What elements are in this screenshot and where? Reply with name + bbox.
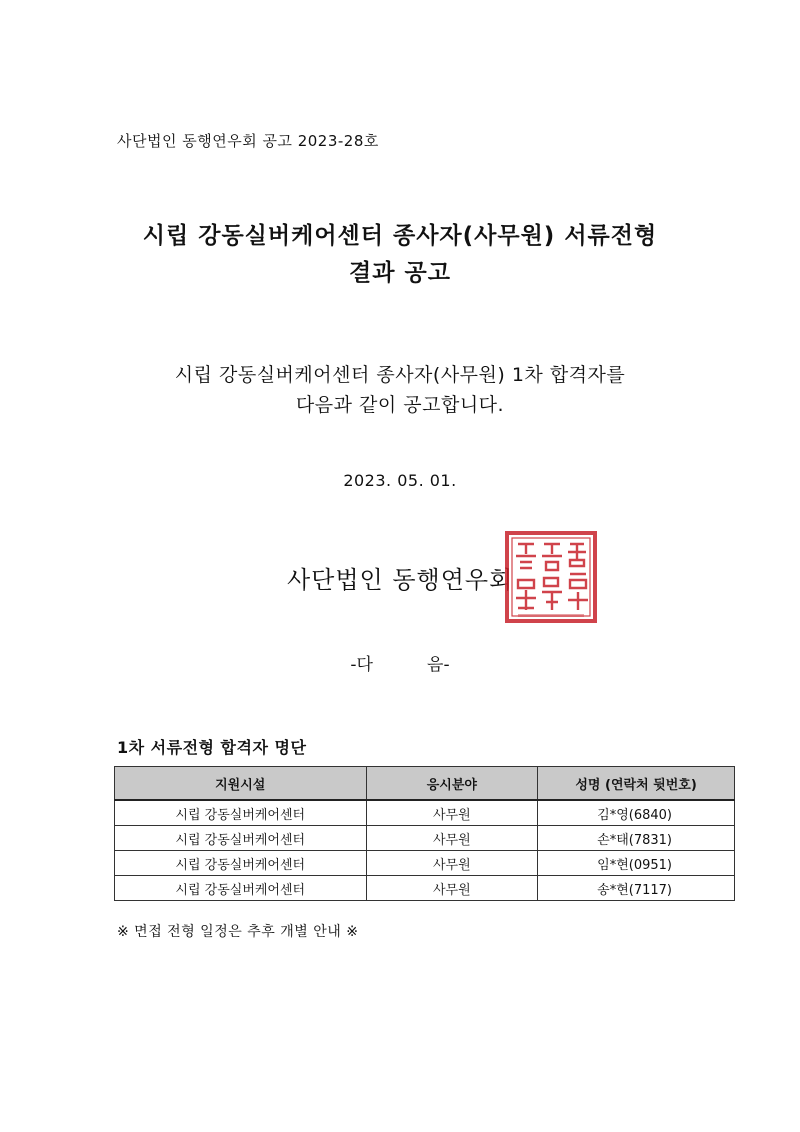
section-divider-label: -다 음- (350, 655, 450, 675)
column-header-name: 성명 (연락처 뒷번호) (538, 767, 735, 801)
title-line-2: 결과 공고 (349, 260, 451, 286)
cell-facility: 시립 강동실버케어센터 (115, 876, 367, 901)
table-row (115, 800, 735, 826)
cell-field: 사무원 (366, 826, 538, 851)
cell-field: 사무원 (366, 876, 538, 901)
cell-name: 임*현(0951) (538, 851, 735, 876)
table-row (115, 826, 735, 851)
cell-facility: 시립 강동실버케어센터 (115, 800, 367, 826)
table-row (115, 876, 735, 901)
cell-name: 김*영(6840) (538, 800, 735, 826)
notice-date: 2023. 05. 01. (343, 471, 457, 490)
cell-field: 사무원 (366, 851, 538, 876)
organization-name: 사단법인 동행연우회 (287, 566, 514, 594)
table-header-row (115, 767, 735, 801)
cell-field: 사무원 (366, 800, 538, 826)
page-title (0, 218, 800, 292)
title-line-1: 시립 강동실버케어센터 종사자(사무원) 서류전형 (142, 223, 658, 249)
cell-name: 손*태(7831) (538, 826, 735, 851)
list-heading: 1차 서류전형 합격자 명단 (117, 738, 307, 757)
table-row (115, 851, 735, 876)
cell-facility: 시립 강동실버케어센터 (115, 851, 367, 876)
official-seal-icon (504, 530, 598, 624)
interview-note: ※ 면접 전형 일정은 추후 개별 안내 ※ (117, 924, 359, 940)
intro-line-2: 다음과 같이 공고합니다. (295, 394, 505, 416)
intro-line-1: 시립 강동실버케어센터 종사자(사무원) 1차 합격자를 (174, 364, 626, 386)
intro-text (0, 360, 800, 420)
notice-number: 사단법인 동행연우회 공고 2023-28호 (117, 132, 379, 150)
cell-name: 송*현(7117) (538, 876, 735, 901)
column-header-field: 응시분야 (366, 767, 538, 801)
cell-facility: 시립 강동실버케어센터 (115, 826, 367, 851)
result-table (114, 766, 735, 901)
column-header-facility: 지원시설 (115, 767, 367, 801)
